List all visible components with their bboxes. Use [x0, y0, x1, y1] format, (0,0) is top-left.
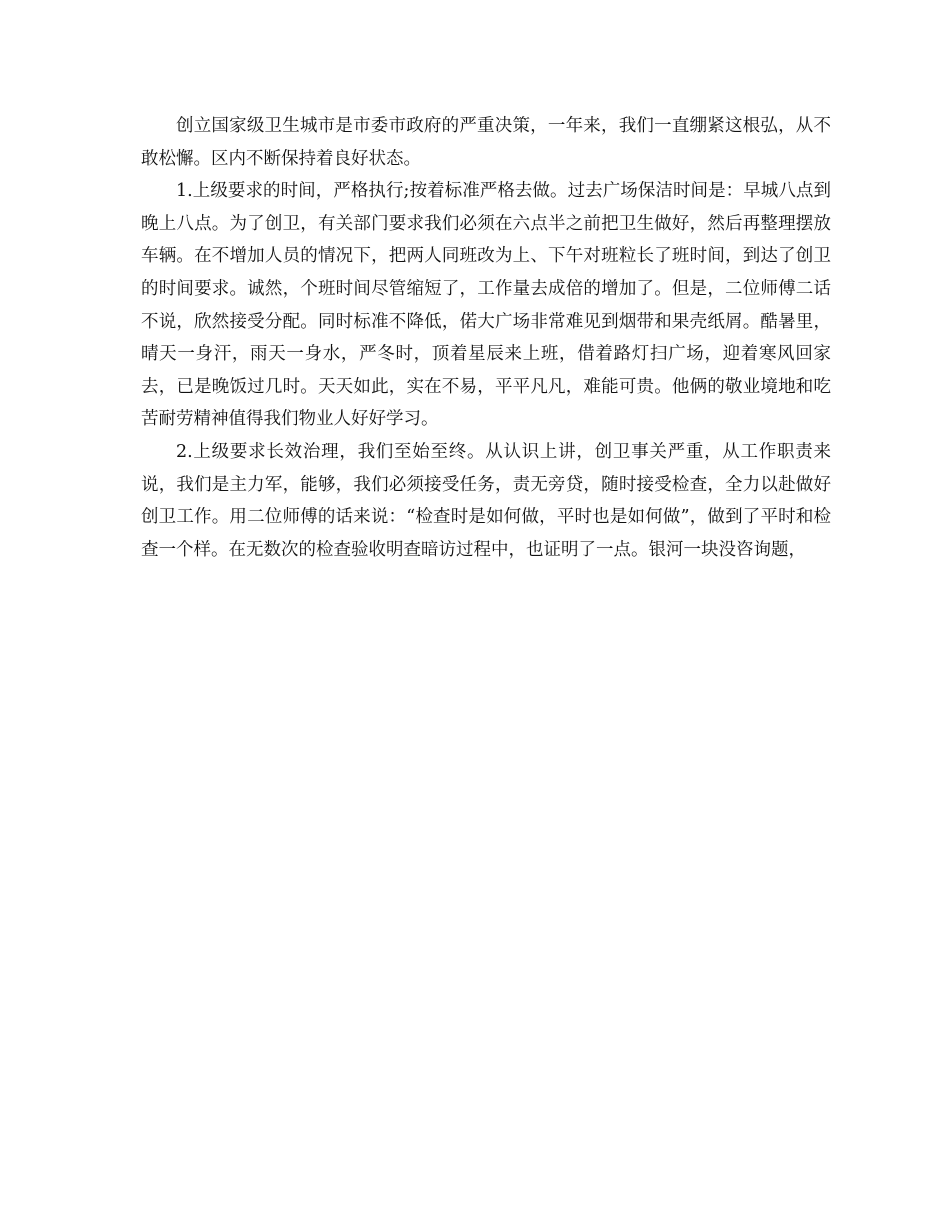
document-body [141, 110, 831, 566]
paragraph-point-2: 2.上级要求长效治理，我们至始至终。从认识上讲，创卫事关严重，从工作职责来说，我们是主力军，能够，我们必须接受任务，责无旁贷，随时接受检查，全力以赴做好创卫工作。用二位师傅的话来说：“检查时是如何做，平时也是如何做”，做到了平时和检查一个样。在无数次的检查验收明查暗访过程中，也证明了一点。银河一块没咨询题， [141, 441, 831, 560]
paragraph-intro: 创立国家级卫生城市是市委市政府的严重决策，一年来，我们一直绷紧这根弘，从不敢松懈。区内不断保持着良好状态。 [141, 116, 831, 169]
paragraph-point-1: 1.上级要求的时间，严格执行;按着标准严格去做。过去广场保洁时间是：早城八点到晚上八点。为了创卫，有关部门要求我们必须在六点半之前把卫生做好，然后再整理摆放车辆。在不增加人员的情况下，把两人同班改为上、下午对班粒长了班时间，到达了创卫的时间要求。诚然，个班时间尽管缩短了，工作量去成倍的增加了。但是，二位师傅二话不说，欣然接受分配。同时标准不降低，偌大广场非常难见到烟带和果壳纸屑。酷暑里，晴天一身汗，雨天一身水，严冬时，顶着星辰来上班，借着路灯扫广场，迎着寒风回家去，已是晚饭过几时。天天如此，实在不易，平平凡凡，难能可贵。他俩的敬业境地和吃苦耐劳精神值得我们物业人好好学习。 [141, 181, 831, 430]
